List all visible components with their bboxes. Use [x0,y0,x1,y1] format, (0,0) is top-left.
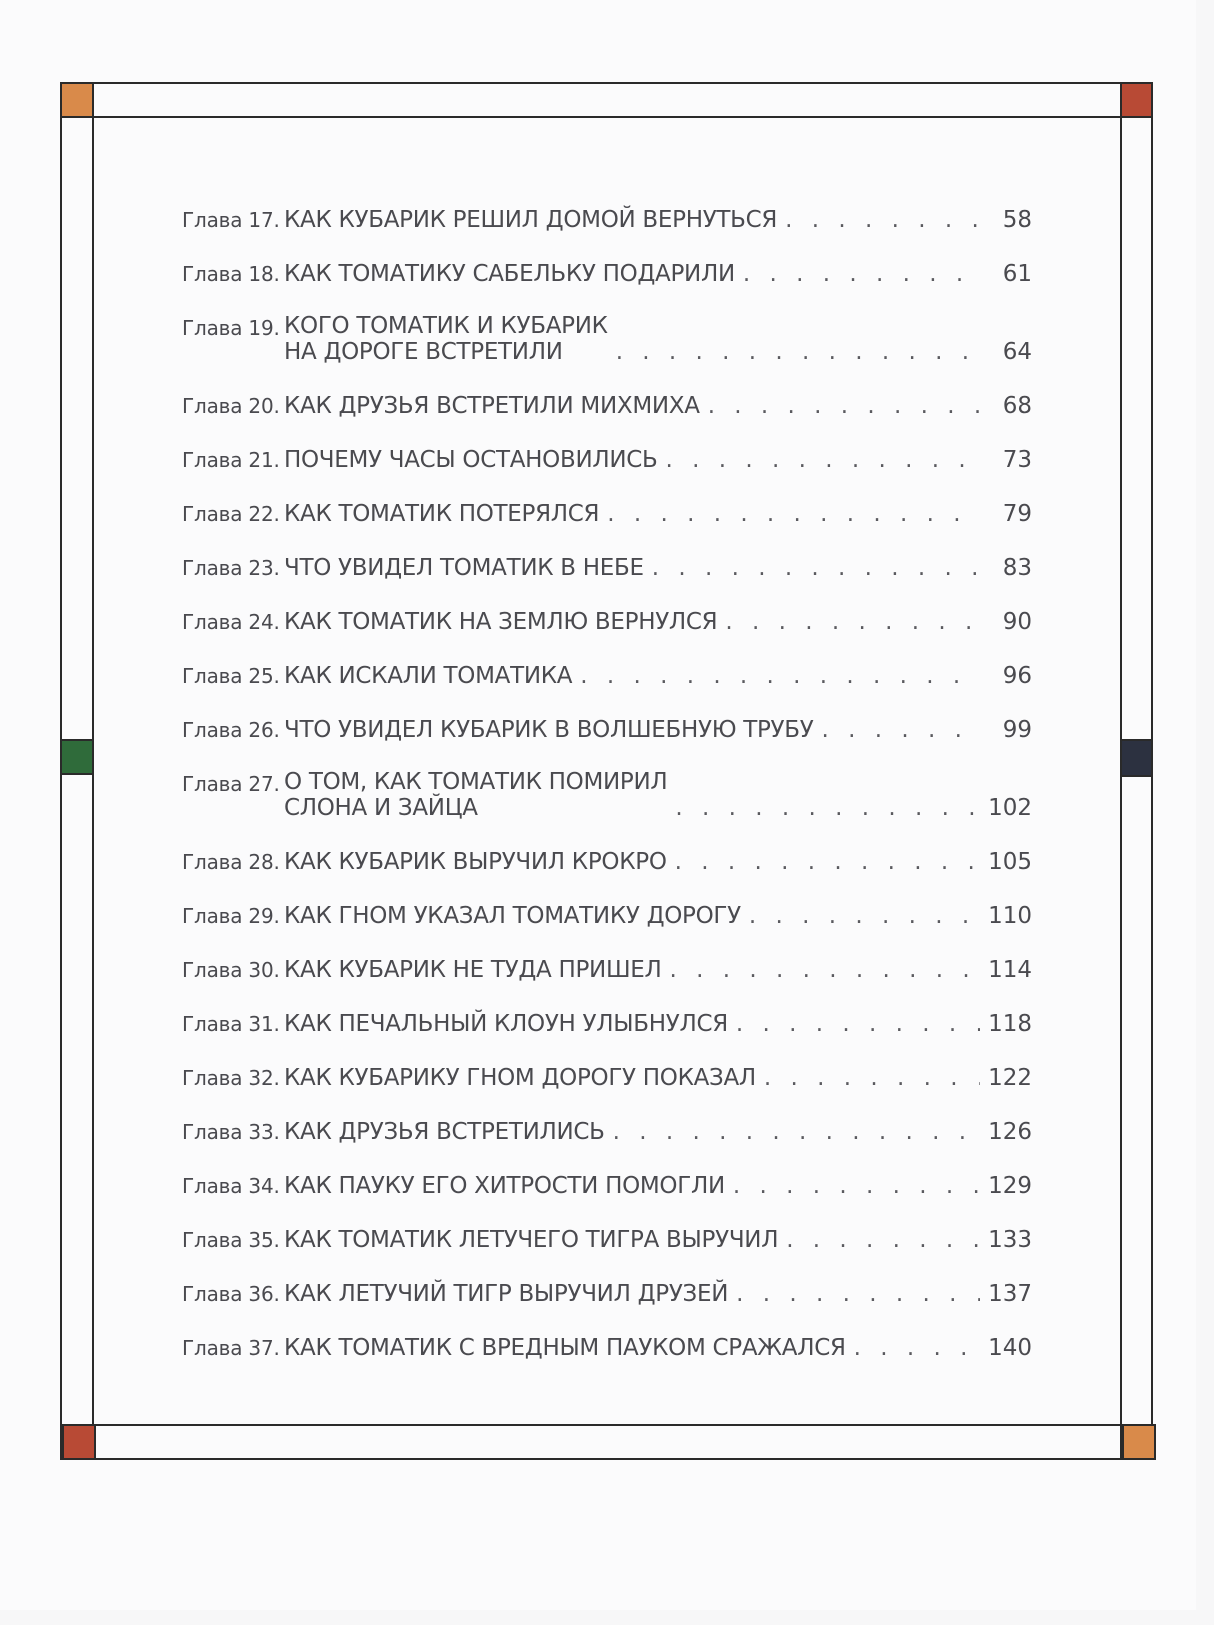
dot-leader [725,609,980,635]
toc-entry [182,769,1032,821]
chapter-title: ЧТО УВИДЕЛ КУБАРИК В ВОЛШЕБНУЮ ТРУБУ [284,717,814,743]
dot-leader [785,207,980,233]
toc-entry [182,847,1032,875]
toc-entry [182,901,1032,929]
chapter-label: Глава 27. [182,772,280,796]
page-number: 83 [1002,555,1032,581]
toc-entry [182,1063,1032,1091]
page-number: 58 [1002,207,1032,233]
frame-corner-square-bottom-right [1122,1424,1156,1460]
chapter-title: КОГО ТОМАТИК И КУБАРИК [284,313,608,339]
chapter-title: КАК ТОМАТИК ПОТЕРЯЛСЯ [284,501,600,527]
dot-leader [616,339,980,365]
dot-leader [736,1281,980,1307]
toc-entry [182,955,1032,983]
chapter-title: КАК КУБАРИК ВЫРУЧИЛ КРОКРО [284,849,667,875]
toc-entry [182,1117,1032,1145]
chapter-title: ПОЧЕМУ ЧАСЫ ОСТАНОВИЛИСЬ [284,447,658,473]
table-of-contents [182,205,1032,1387]
dot-leader [675,849,980,875]
chapter-title: КАК КУБАРИК РЕШИЛ ДОМОЙ ВЕРНУТЬСЯ [284,207,778,233]
chapter-title: КАК КУБАРИКУ ГНОМ ДОРОГУ ПОКАЗАЛ [284,1065,756,1091]
chapter-title: КАК ИСКАЛИ ТОМАТИКА [284,663,573,689]
frame-corner-square-bottom-left [62,1424,96,1460]
toc-entry [182,313,1032,365]
dot-leader [786,1227,980,1253]
chapter-title: КАК ГНОМ УКАЗАЛ ТОМАТИКУ ДОРОГУ [284,903,741,929]
page-number: 99 [1002,717,1032,743]
frame-corner-square-top-right [1120,82,1153,118]
chapter-title: КАК ПЕЧАЛЬНЫЙ КЛОУН УЛЫБНУЛСЯ [284,1011,728,1037]
chapter-title: КАК ПАУКУ ЕГО ХИТРОСТИ ПОМОГЛИ [284,1173,725,1199]
toc-entry [182,1279,1032,1307]
frame-top-outer-line [60,82,1151,84]
toc-entry [182,1333,1032,1361]
chapter-title: НА ДОРОГЕ ВСТРЕТИЛИ [284,339,563,365]
frame-accent-square-left [60,739,94,775]
chapter-label: Глава 37. [182,1336,280,1360]
chapter-label: Глава 18. [182,262,280,286]
chapter-label: Глава 24. [182,610,280,634]
chapter-title: СЛОНА И ЗАЙЦА [284,795,478,821]
dot-leader [580,663,980,689]
frame-bottom-inner-line [62,1424,1156,1426]
chapter-label: Глава 20. [182,394,280,418]
toc-entry [182,205,1032,233]
chapter-label: Глава 28. [182,850,280,874]
frame-top-inner-line [60,116,1151,118]
page-number: 79 [1002,501,1032,527]
toc-entry [182,499,1032,527]
chapter-label: Глава 22. [182,502,280,526]
frame-corner-square-top-left [60,82,94,118]
toc-entry [182,445,1032,473]
dot-leader [736,1011,980,1037]
chapter-label: Глава 35. [182,1228,280,1252]
page-number: 114 [988,957,1032,983]
chapter-title: КАК ЛЕТУЧИЙ ТИГР ВЫРУЧИЛ ДРУЗЕЙ [284,1281,729,1307]
chapter-label: Глава 33. [182,1120,280,1144]
dot-leader [749,903,980,929]
chapter-label: Глава 26. [182,718,280,742]
chapter-title: КАК КУБАРИК НЕ ТУДА ПРИШЕЛ [284,957,662,983]
chapter-title: КАК ТОМАТИК ЛЕТУЧЕГО ТИГРА ВЫРУЧИЛ [284,1227,779,1253]
page-number: 118 [988,1011,1032,1037]
dot-leader [708,393,980,419]
page-number: 105 [988,849,1032,875]
dot-leader [666,447,980,473]
page-number: 126 [988,1119,1032,1145]
page-number: 61 [1002,261,1032,287]
chapter-title: КАК ТОМАТИК НА ЗЕМЛЮ ВЕРНУЛСЯ [284,609,718,635]
chapter-label: Глава 29. [182,904,280,928]
page-number: 64 [1002,339,1032,365]
page-number: 73 [1002,447,1032,473]
chapter-label: Глава 30. [182,958,280,982]
toc-entry [182,607,1032,635]
dot-leader [669,957,980,983]
chapter-label: Глава 21. [182,448,280,472]
chapter-title: КАК ДРУЗЬЯ ВСТРЕТИЛИ МИХМИХА [284,393,700,419]
chapter-title: КАК ТОМАТИКУ САБЕЛЬКУ ПОДАРИЛИ [284,261,735,287]
page-number: 133 [988,1227,1032,1253]
toc-entry [182,1171,1032,1199]
dot-leader [652,555,980,581]
toc-entry [182,1225,1032,1253]
chapter-title: О ТОМ, КАК ТОМАТИК ПОМИРИЛ [284,769,668,795]
page-number: 122 [988,1065,1032,1091]
page-number: 68 [1002,393,1032,419]
frame-accent-square-right [1120,739,1153,777]
toc-entry [182,259,1032,287]
chapter-label: Глава 36. [182,1282,280,1306]
chapter-label: Глава 19. [182,316,280,340]
page-number: 129 [988,1173,1032,1199]
toc-entry [182,391,1032,419]
chapter-title: ЧТО УВИДЕЛ ТОМАТИК В НЕБЕ [284,555,644,581]
chapter-title: КАК ДРУЗЬЯ ВСТРЕТИЛИСЬ [284,1119,605,1145]
toc-entry [182,553,1032,581]
dot-leader [854,1335,980,1361]
toc-entry [182,715,1032,743]
dot-leader [764,1065,980,1091]
dot-leader [821,717,980,743]
page-number: 140 [988,1335,1032,1361]
chapter-label: Глава 34. [182,1174,280,1198]
chapter-label: Глава 23. [182,556,280,580]
chapter-label: Глава 31. [182,1012,280,1036]
page-number: 137 [988,1281,1032,1307]
dot-leader [733,1173,980,1199]
toc-entry [182,1009,1032,1037]
chapter-title: КАК ТОМАТИК С ВРЕДНЫМ ПАУКОМ СРАЖАЛСЯ [284,1335,846,1361]
page-number: 96 [1002,663,1032,689]
dot-leader [743,261,980,287]
chapter-label: Глава 17. [182,208,280,232]
dot-leader [613,1119,980,1145]
page-number: 102 [988,795,1032,821]
chapter-label: Глава 25. [182,664,280,688]
page-number: 110 [988,903,1032,929]
dot-leader [675,795,980,821]
page-number: 90 [1002,609,1032,635]
frame-bottom-outer-line [62,1458,1156,1460]
dot-leader [607,501,980,527]
toc-entry [182,661,1032,689]
chapter-label: Глава 32. [182,1066,280,1090]
